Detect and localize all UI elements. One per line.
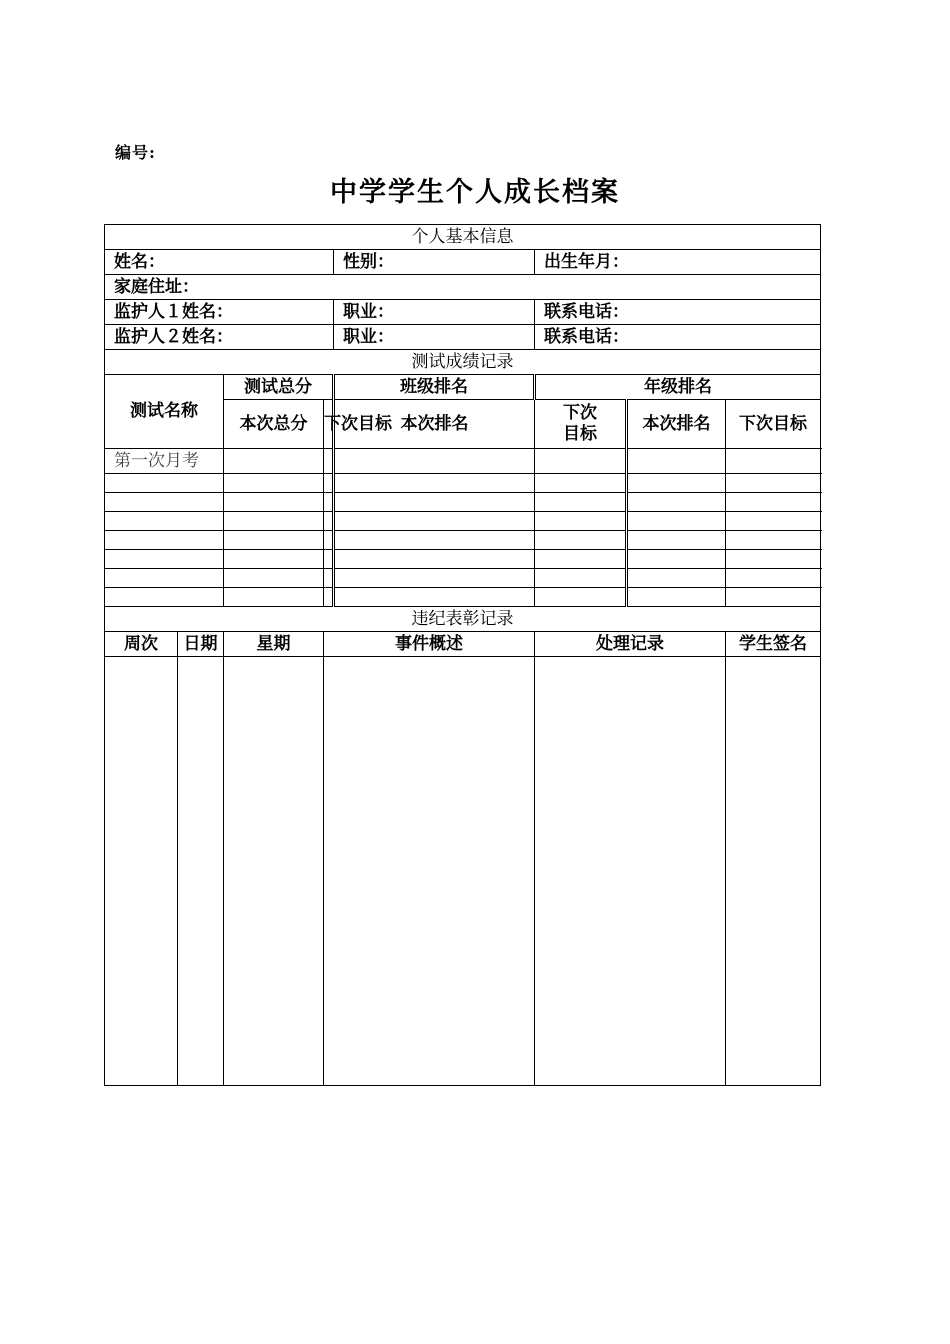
score-cell[interactable] [324,550,334,569]
score-cell[interactable] [224,474,324,493]
record-table [104,224,821,1086]
score-cell[interactable] [105,512,224,531]
guardian2-phone-field[interactable]: 联系电话： [535,325,821,350]
birth-date-field[interactable]: 出生年月： [535,250,821,275]
score-row [105,449,821,474]
score-row [105,531,821,550]
score-cell[interactable] [726,569,821,588]
score-cell[interactable] [535,493,627,512]
score-cell[interactable] [324,449,334,474]
guardian1-job-field[interactable]: 职业： [334,300,535,325]
date-header: 日期 [178,632,224,657]
score-cell[interactable] [535,531,627,550]
score-cell[interactable] [105,569,224,588]
next-total-target-header: 下次目标 [324,400,334,449]
score-cell[interactable] [224,449,324,474]
score-row [105,474,821,493]
handling-record-cell[interactable] [535,657,726,1086]
score-cell[interactable] [627,588,726,607]
score-cell[interactable] [627,531,726,550]
score-row [105,512,821,531]
score-cell[interactable] [324,512,334,531]
score-cell[interactable] [105,588,224,607]
document-title: 中学学生个人成长档案 [330,177,620,208]
score-cell[interactable] [334,474,535,493]
current-grade-rank-header: 本次排名 [627,400,726,449]
score-cell[interactable] [324,493,334,512]
score-cell[interactable] [324,531,334,550]
guardian1-name-field[interactable]: 监护人１姓名： [105,300,334,325]
basic-info-section-title: 个人基本信息 [105,225,821,250]
serial-number-label: 编号: [115,143,156,162]
score-cell[interactable] [726,474,821,493]
total-score-header: 测试总分 [224,375,334,400]
guardian1-phone-field[interactable]: 联系电话： [535,300,821,325]
score-cell[interactable] [334,493,535,512]
score-cell[interactable] [726,531,821,550]
score-cell[interactable] [334,550,535,569]
weekday-header: 星期 [224,632,324,657]
next-class-rank-target-header: 下次目标 [535,400,627,449]
score-cell[interactable] [627,512,726,531]
address-field[interactable]: 家庭住址： [105,275,821,300]
score-cell[interactable] [105,474,224,493]
scores-section-title: 测试成绩记录 [105,350,821,375]
score-cell[interactable] [334,512,535,531]
week-cell[interactable] [105,657,178,1086]
score-cell[interactable] [334,569,535,588]
score-cell[interactable] [105,493,224,512]
score-cell[interactable] [334,449,535,474]
score-cell[interactable] [535,449,627,474]
score-cell[interactable] [535,474,627,493]
discipline-row [105,657,821,1086]
score-cell[interactable] [535,550,627,569]
current-class-rank-header: 本次排名 [334,400,535,449]
score-cell[interactable] [105,550,224,569]
name-field[interactable]: 姓名： [105,250,334,275]
score-cell[interactable] [324,588,334,607]
score-cell[interactable] [726,588,821,607]
score-cell[interactable] [224,569,324,588]
date-cell[interactable] [178,657,224,1086]
score-row [105,569,821,588]
class-rank-header: 班级排名 [334,375,535,400]
event-summary-header: 事件概述 [324,632,535,657]
student-signature-header: 学生签名 [726,632,821,657]
gender-field[interactable]: 性别： [334,250,535,275]
score-cell[interactable] [535,588,627,607]
grade-rank-header: 年级排名 [535,375,821,400]
guardian2-name-field[interactable]: 监护人２姓名： [105,325,334,350]
score-cell[interactable] [105,531,224,550]
score-cell[interactable] [324,474,334,493]
score-cell[interactable] [726,550,821,569]
score-cell[interactable] [334,588,535,607]
score-cell[interactable] [627,474,726,493]
score-cell[interactable] [224,512,324,531]
current-total-header: 本次总分 [224,400,324,449]
score-cell[interactable] [627,569,726,588]
score-cell[interactable] [627,449,726,474]
student-signature-cell[interactable] [726,657,821,1086]
event-summary-cell[interactable] [324,657,535,1086]
score-cell[interactable] [726,449,821,474]
score-row [105,493,821,512]
discipline-section-title: 违纪表彰记录 [105,607,821,632]
score-cell[interactable] [627,493,726,512]
score-row [105,588,821,607]
score-cell[interactable] [627,550,726,569]
score-cell[interactable] [224,531,324,550]
score-cell[interactable] [224,493,324,512]
score-cell[interactable] [726,512,821,531]
handling-record-header: 处理记录 [535,632,726,657]
week-header: 周次 [105,632,178,657]
score-cell[interactable] [726,493,821,512]
score-cell[interactable] [224,550,324,569]
score-cell[interactable] [224,588,324,607]
test-name-header: 测试名称 [105,375,224,449]
score-row [105,550,821,569]
score-cell[interactable] [535,569,627,588]
guardian2-job-field[interactable]: 职业： [334,325,535,350]
weekday-cell[interactable] [224,657,324,1086]
score-cell[interactable] [535,512,627,531]
score-cell[interactable] [324,569,334,588]
score-cell[interactable] [334,531,535,550]
next-grade-rank-target-header: 下次目标 [726,400,821,449]
score-test-name-cell[interactable]: 第一次月考 [105,449,224,474]
